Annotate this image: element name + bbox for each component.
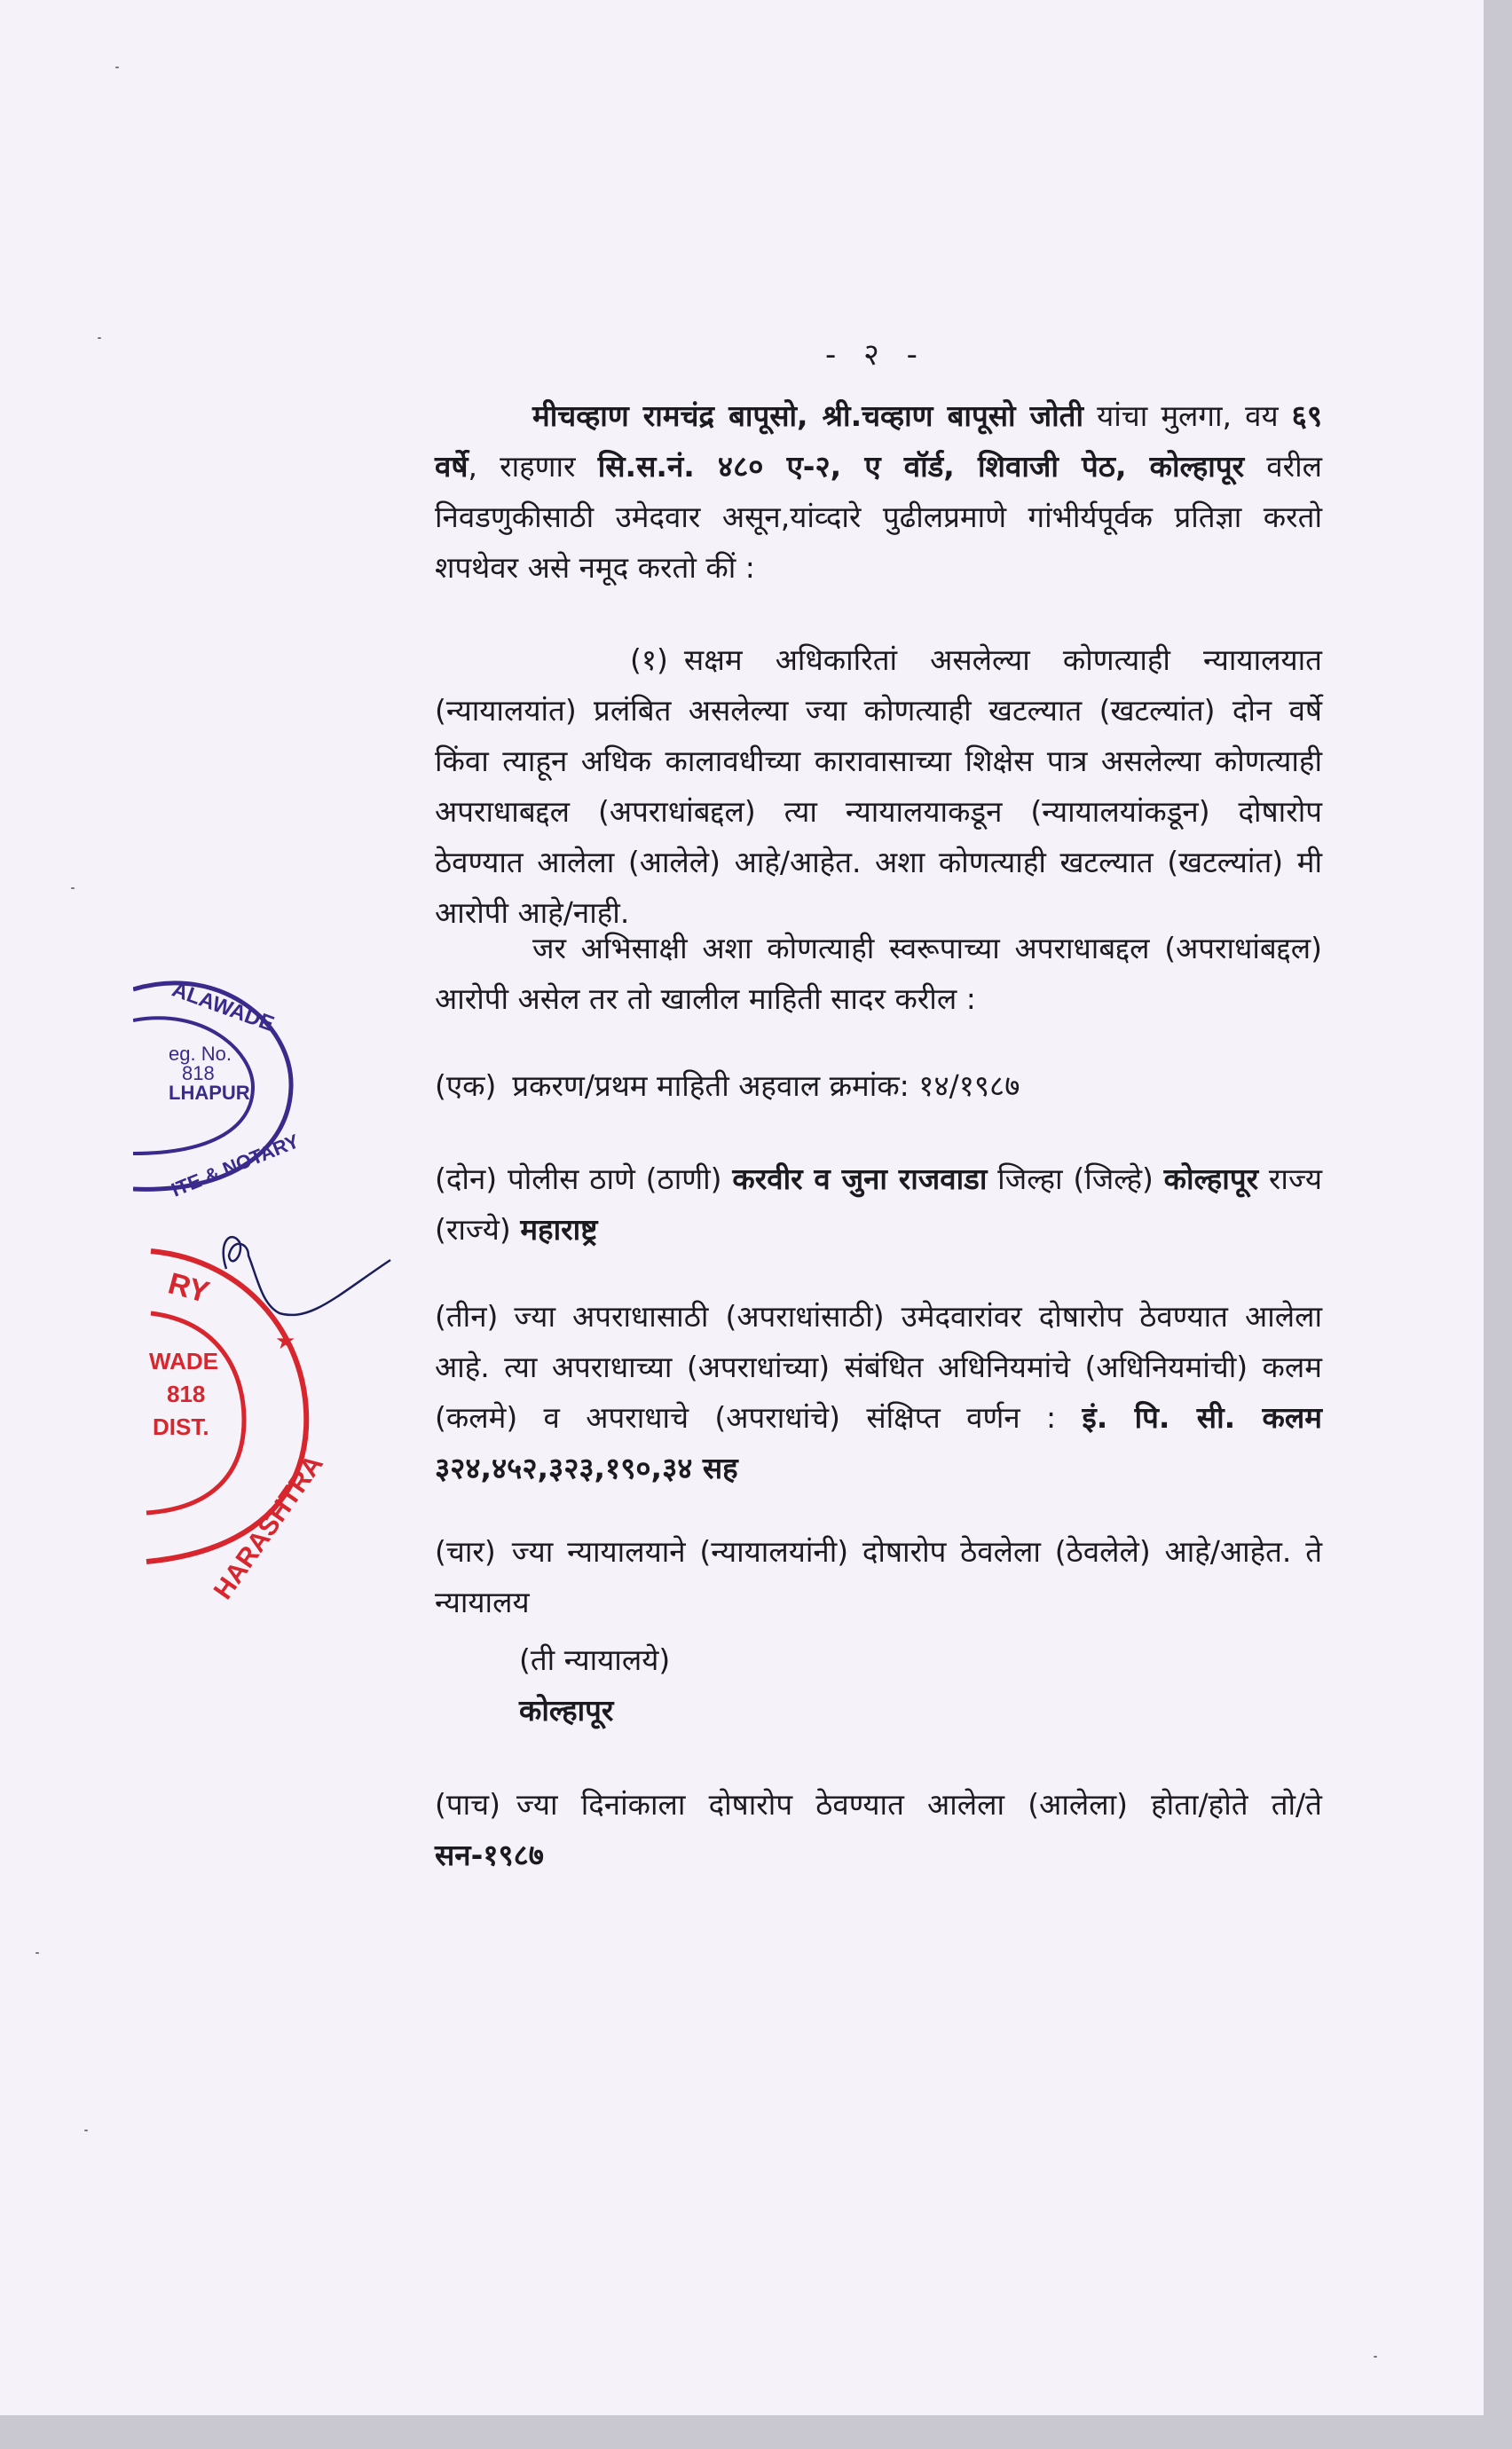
stamp-text: 818 [182, 1062, 215, 1084]
scan-speck [71, 887, 75, 889]
stamp-text: DIST. [153, 1413, 209, 1440]
item-text: ज्या न्यायालयाने (न्यायालयांनी) दोषारोप ठेवलेला (ठेवलेले) आहे/आहेत. ते न्यायालय [435, 1534, 1322, 1619]
district: कोल्हापूर [1163, 1162, 1259, 1196]
clause-number: (१) [630, 642, 668, 677]
court-plural: (ती न्यायालये) [519, 1642, 671, 1677]
clause-1 [435, 634, 1322, 938]
clause-text: सक्षम अधिकारितां असलेल्या कोणत्याही न्यायालयात (न्यायालयांत) प्रलंबित असलेल्या ज्या कोणत्याही खटल्यात (खटल्यांत) दोन वर्षे किंवा त्याहून अधिक कालावधीच्या कारावासाच्या शिक्षेस पात्र असलेल्या कोणत्याही अपराधाबद्दल (अपराधांबद्दल) त्या न्यायालयाकडून (न्यायालयांकडून) दोषारोप ठेवण्यात आलेला (आलेले) आहे/आहेत. अशा कोणत्याही खटल्यात (खटल्यांत) मी आरोपी आहे/नाही. [435, 642, 1322, 930]
item-number: (दोन) [435, 1162, 498, 1196]
stamp-text: ITE & NOTARY [168, 1130, 303, 1201]
deponent-address: सि.स.नं. ४८० ए-२, ए वॉर्ड, शिवाजी पेठ, कोल्हापूर [597, 449, 1245, 484]
deponent-name: मीचव्हाण रामचंद्र बापूसो, श्री.चव्हाण बापूसो जोती [532, 398, 1084, 433]
item-text: जिल्हा (जिल्हे) [987, 1162, 1164, 1196]
notary-stamp-red [133, 1224, 399, 1633]
item-number: (तीन) [435, 1299, 499, 1334]
scan-speck [35, 1952, 39, 1954]
stamp-text: HARASHTRA [208, 1449, 329, 1605]
police-station: करवीर व जुना राजवाडा [732, 1162, 988, 1196]
item-number: (एक) [435, 1068, 497, 1103]
item-text: ज्या अपराधासाठी (अपराधांसाठी) उमेदवारांवर दोषारोप ठेवण्यात आलेला आहे. त्या अपराधाच्या (अपराधांच्या) संबंधित अधिनियमांचे (अधिनियमांची) कलम (कलमे) व अपराधाचे (अपराधांचे) संक्षिप्त वर्णन : [435, 1299, 1322, 1435]
intro-text: वरील निवडणुकीसाठी उमेदवार असून,यांव्दारे पुढीलप्रमाणे गांभीर्यपूर्वक प्रतिज्ञा करतो शपथेवर असे नमूद करतो कीं : [435, 449, 1322, 585]
item-5 [435, 1779, 1322, 1880]
item-1 [435, 1060, 1322, 1111]
scan-speck [84, 2130, 88, 2131]
item-number: (पाच) [435, 1787, 500, 1822]
stamp-text: eg. No. [169, 1043, 232, 1065]
court-name: कोल्हापूर [519, 1693, 614, 1728]
deponent-age: ६९ वर्षे [435, 398, 1322, 484]
scan-speck [98, 337, 101, 339]
item-text: प्रकरण/प्रथम माहिती अहवाल क्रमांक: १४/१९८७ [512, 1068, 1020, 1103]
stamp-text: 818 [167, 1381, 206, 1407]
item-4 [435, 1526, 1322, 1736]
page-number: - २ - [825, 337, 926, 373]
lead-paragraph: जर अभिसाक्षी अशा कोणत्याही स्वरूपाच्या अपराधाबद्दल (अपराधांबद्दल) आरोपी असेल तर तो खालील माहिती सादर करील : [435, 931, 1322, 1016]
item-text: राज्य (राज्ये) [435, 1162, 1322, 1247]
ipc-sections: इं. पि. सी. कलम ३२४,४५२,३२३,१९०,३४ सह [435, 1400, 1322, 1485]
item-2 [435, 1154, 1322, 1255]
item-text: ज्या दिनांकाला दोषारोप ठेवण्यात आलेला (आलेला) होता/होते तो/ते [516, 1787, 1322, 1822]
notary-stamp-blue [133, 972, 311, 1202]
item-number: (चार) [435, 1534, 496, 1569]
scan-speck [1374, 2356, 1377, 2358]
stamp-text: ALAWADE [169, 977, 278, 1036]
intro-text: यांचा मुलगा, वय [1083, 398, 1292, 433]
star-icon: ★ [275, 1328, 296, 1355]
item-text: पोलीस ठाणे (ठाणी) [507, 1162, 733, 1196]
signature [224, 1237, 390, 1315]
scan-speck [115, 67, 119, 68]
stamp-text: RY [164, 1266, 213, 1311]
state: महाराष्ट्र [520, 1212, 598, 1247]
intro-paragraph [435, 390, 1322, 593]
stamp-text: LHAPUR [169, 1082, 250, 1104]
item-3 [435, 1291, 1322, 1493]
stamp-text: WADE [149, 1348, 218, 1374]
charge-year: सन-१९८७ [435, 1838, 544, 1872]
intro-text: , राहणार [468, 449, 598, 484]
